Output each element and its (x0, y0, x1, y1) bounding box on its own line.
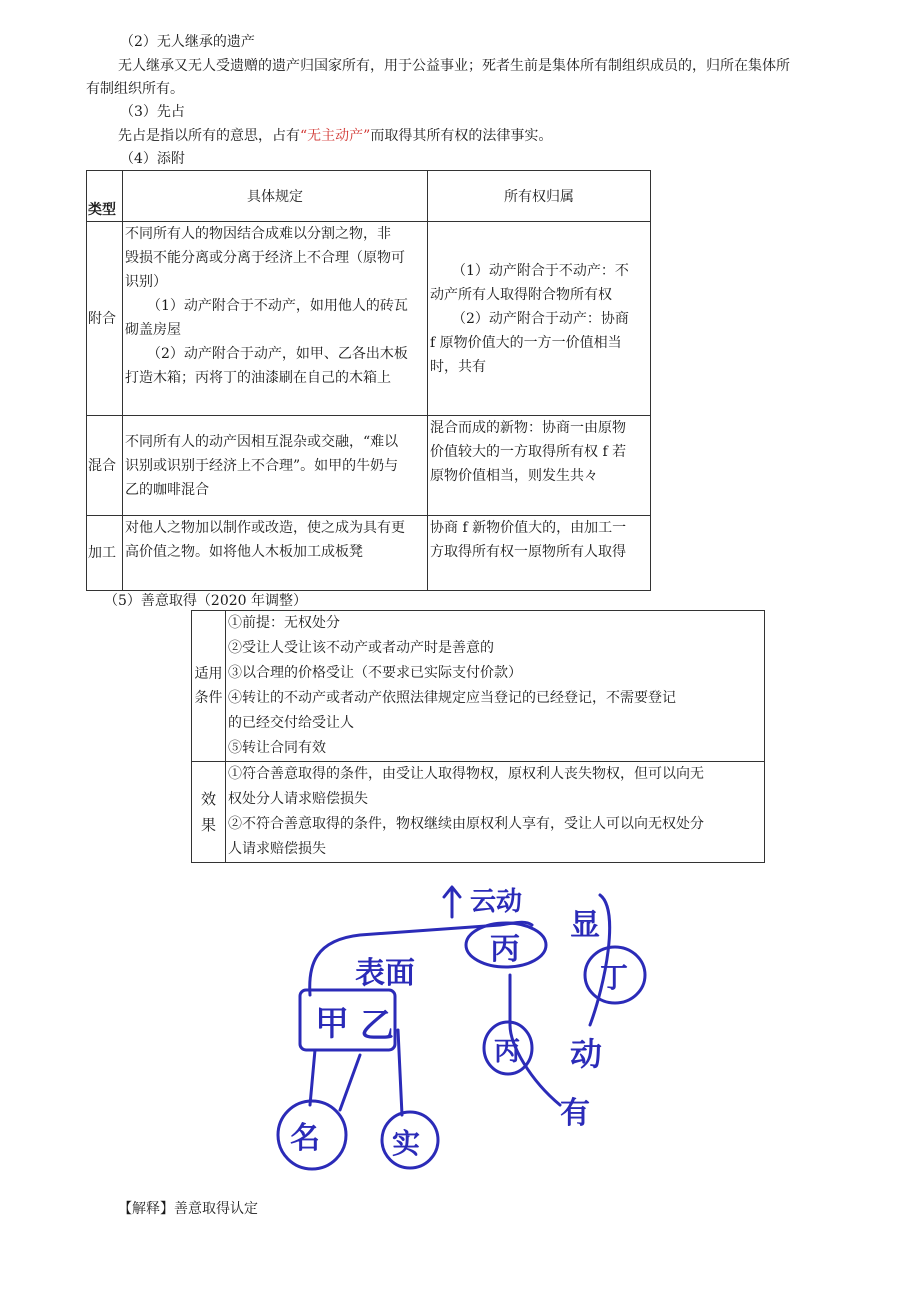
list-item: ①前提：无权处分 (228, 615, 340, 631)
list-item: ⑤转让合同有效 (228, 740, 326, 756)
hand-label: 有 (560, 1096, 590, 1131)
list-item: ③以合理的价格受让（不要求已实际支付价款） (228, 665, 522, 681)
effects-label: 效 果 (192, 762, 226, 863)
list-item: 权处分人请求赔偿损失 (228, 791, 368, 807)
row-type-cell: 混合 (87, 416, 123, 516)
table-row (87, 516, 651, 591)
hand-label: 动 (570, 1035, 603, 1073)
list-item: ②受让人受让该不动产或者动产时是善意的 (228, 640, 494, 656)
highlight-ownerless-movable: “无主动产” (300, 128, 371, 144)
list-item: ④转让的不动产或者动产依照法律规定应当登记的已经登记，不需要登记 (228, 690, 676, 706)
list-item: ①符合善意取得的条件，由受让人取得物权，原权利人丧失物权，但可以向无 (228, 766, 704, 782)
hand-label: 显 (570, 908, 600, 943)
row-rule-cell: 不同所有人的物因结合成难以分割之物，非 毁损不能分离或分离于经济上不合理（原物可 识别） （1）动产附合于不动产，如用他人的砖瓦 砌盖房屋 （2）动产附合于动产，如甲、乙各出木板 打造木箱；丙将丁的油漆刷在自己的木箱上 (123, 222, 428, 416)
hand-label: 丙 (494, 1037, 521, 1067)
arrow-up-icon (444, 887, 460, 917)
conditions-cell (226, 611, 765, 762)
line-c-down (340, 1055, 360, 1110)
table-row (192, 611, 765, 762)
table-row (87, 222, 651, 416)
hand-label: 乙 (360, 1006, 394, 1046)
handwritten-sketch (270, 865, 670, 1185)
hand-label: 表面 (355, 956, 415, 991)
hand-label: 丙 (490, 932, 520, 967)
paragraph-no-heir-estate-line2: 有制组织所有。 (86, 81, 184, 97)
row-rule-cell: 对他人之物加以制作或改造，使之成为具有更 高价值之物。如将他人木板加工成板凳 (123, 516, 428, 591)
line-a-down (310, 1050, 315, 1105)
row-owner-cell: 混合而成的新物：协商一由原物 价值较大的一方取得所有权 f 若 原物价值相当，则发生共々 (428, 416, 651, 516)
table-row (87, 416, 651, 516)
hand-label: 云动 (470, 887, 523, 917)
heading-good-faith-acquisition: （5）善意取得（2020 年调整） (104, 593, 307, 609)
hand-label: 丁 (600, 961, 629, 994)
conditions-label: 适用 条件 (192, 611, 226, 762)
heading-accession: （4）添附 (120, 151, 185, 167)
row-owner-cell: 协商 f 新物价值大的，由加工一 方取得所有权一原物所有人取得 (428, 516, 651, 591)
hand-label: 甲 (315, 1004, 349, 1044)
footer-explanation: 【解释】善意取得认定 (118, 1201, 258, 1217)
column-header-type: 类型 (87, 171, 123, 222)
paragraph-no-heir-estate-line1: 无人继承又无人受遗赠的遗产归国家所有，用于公益事业；死者生前是集体所有制组织成员的，归所在集体所 (118, 58, 790, 74)
accession-table (86, 170, 651, 591)
list-item: 的已经交付给受让人 (228, 715, 354, 731)
row-rule-cell: 不同所有人的动产因相互混杂或交融，“难以 识别或识别于经济上不合理”。如甲的牛奶与 乙的咖啡混合 (123, 416, 428, 516)
list-item: ②不符合善意取得的条件，物权继续由原权利人享有，受让人可以向无权处分 (228, 816, 704, 832)
list-item: 人请求赔偿损失 (228, 841, 326, 857)
column-header-owner: 所有权归属 (428, 171, 651, 222)
row-owner-cell: （1）动产附合于不动产：不 动产所有人取得附合物所有权 （2）动产附合于动产：协商 f 原物价值大的一方一价值相当 时，共有 (428, 222, 651, 416)
line-b-down (398, 1030, 402, 1115)
table-header-row (87, 171, 651, 222)
column-header-rule: 具体规定 (123, 171, 428, 222)
heading-no-heir-estate: （2）无人继承的遗产 (120, 34, 255, 50)
heading-first-possession: （3）先占 (120, 104, 185, 120)
table-row (192, 762, 765, 863)
hand-label: 名 (290, 1121, 320, 1156)
effects-cell (226, 762, 765, 863)
paragraph-first-possession: 先占是指以所有的意思，占有“无主动产”而取得其所有权的法律事实。 (118, 128, 553, 144)
hand-label: 实 (392, 1127, 421, 1160)
good-faith-table (191, 610, 765, 863)
row-type-cell: 附合 (87, 222, 123, 416)
row-type-cell: 加工 (87, 516, 123, 591)
